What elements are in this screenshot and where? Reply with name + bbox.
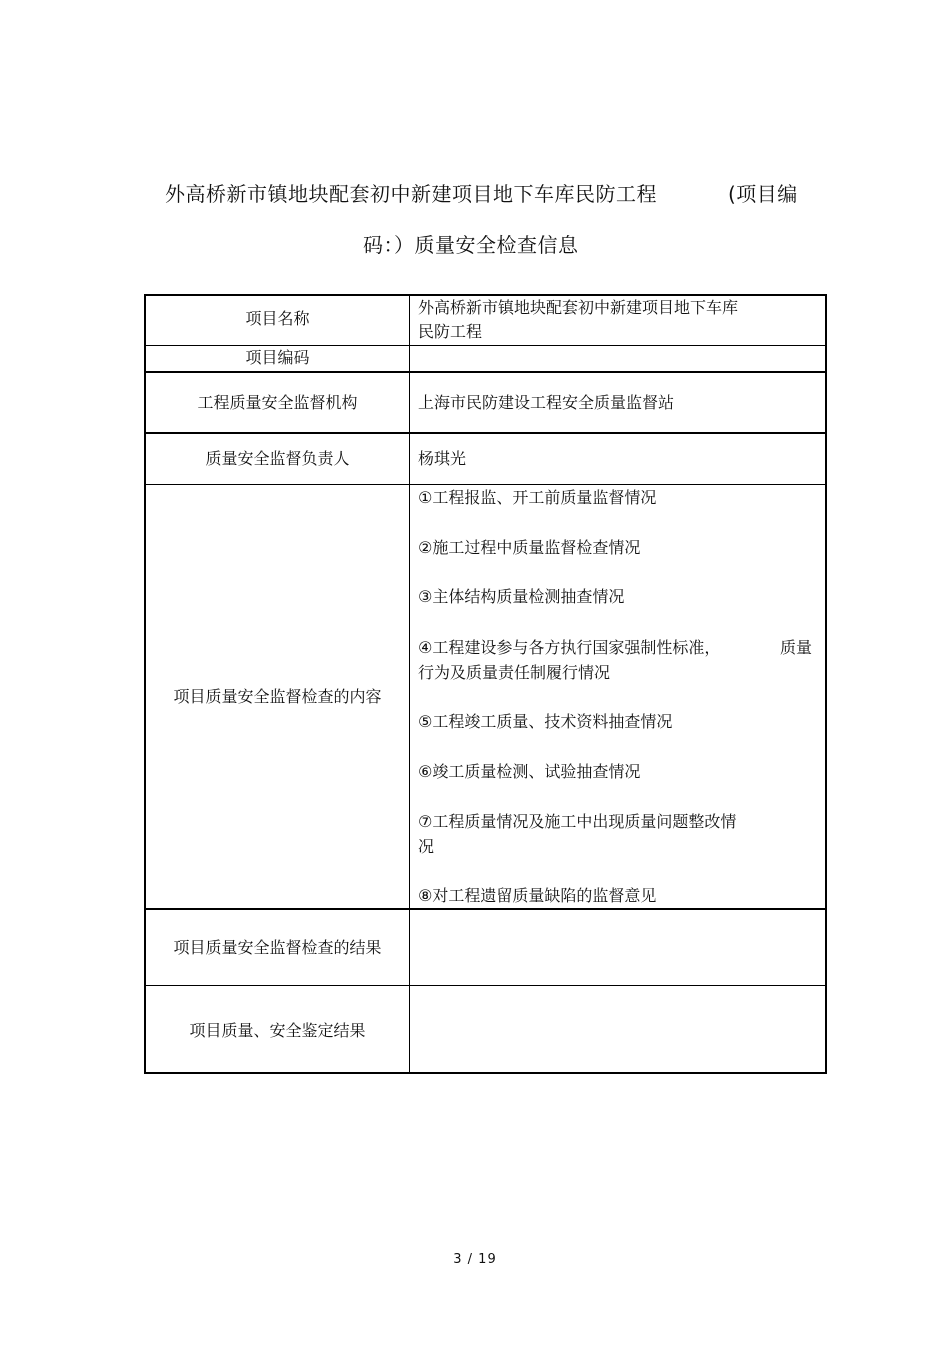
- project-code-label: 项目编码: [245, 348, 310, 367]
- project-name-value-line2: 民防工程: [418, 322, 483, 341]
- table-row-divider: [144, 484, 827, 485]
- project-name-value-line1: 外高桥新市镇地块配套初中新建项目地下车库: [418, 298, 739, 317]
- inspection-item: ⑧对工程遗留质量缺陷的监督意见: [418, 886, 657, 905]
- supervisor-value: 杨琪光: [418, 449, 467, 468]
- table-row-divider: [144, 371, 827, 373]
- inspection-item: ④工程建设参与各方执行国家强制性标准，: [418, 638, 721, 657]
- inspection-item: 况: [418, 837, 435, 856]
- inspection-item: ⑦工程质量情况及施工中出现质量问题整改情: [418, 812, 737, 831]
- table-row-divider: [144, 985, 827, 986]
- table-border-right: [825, 294, 827, 1074]
- inspection-item-continuation: 质量: [780, 638, 813, 657]
- project-name-label: 项目名称: [245, 309, 310, 328]
- table-row-divider: [144, 908, 827, 910]
- table-column-divider: [409, 294, 410, 1074]
- table-border-bottom: [144, 1072, 827, 1074]
- inspection-item: ③主体结构质量检测抽查情况: [418, 587, 625, 606]
- inspection-item: ⑥竣工质量检测、试验抽查情况: [418, 762, 641, 781]
- document-title-line1-suffix: (项目编: [728, 182, 798, 206]
- inspection-item: ⑤工程竣工质量、技术资料抽查情况: [418, 712, 673, 731]
- supervision-agency-label: 工程质量安全监督机构: [197, 393, 358, 412]
- inspection-item: ②施工过程中质量监督检查情况: [418, 538, 641, 557]
- inspection-result-label: 项目质量安全监督检查的结果: [173, 938, 382, 957]
- supervisor-label: 质量安全监督负责人: [205, 449, 350, 468]
- appraisal-result-label: 项目质量、安全鉴定结果: [189, 1021, 366, 1040]
- supervision-agency-value: 上海市民防建设工程安全质量监督站: [418, 393, 675, 412]
- inspection-content-label: 项目质量安全监督检查的内容: [173, 687, 382, 706]
- inspection-item: ①工程报监、开工前质量监督情况: [418, 488, 657, 507]
- table-row-divider: [144, 432, 827, 434]
- document-title-line2: 码：）质量安全检查信息: [363, 233, 579, 257]
- inspection-item: 行为及质量责任制履行情况: [418, 663, 611, 682]
- page-number: 3 / 19: [453, 1252, 497, 1267]
- document-title-line1: 外高桥新市镇地块配套初中新建项目地下车库民防工程: [165, 182, 657, 206]
